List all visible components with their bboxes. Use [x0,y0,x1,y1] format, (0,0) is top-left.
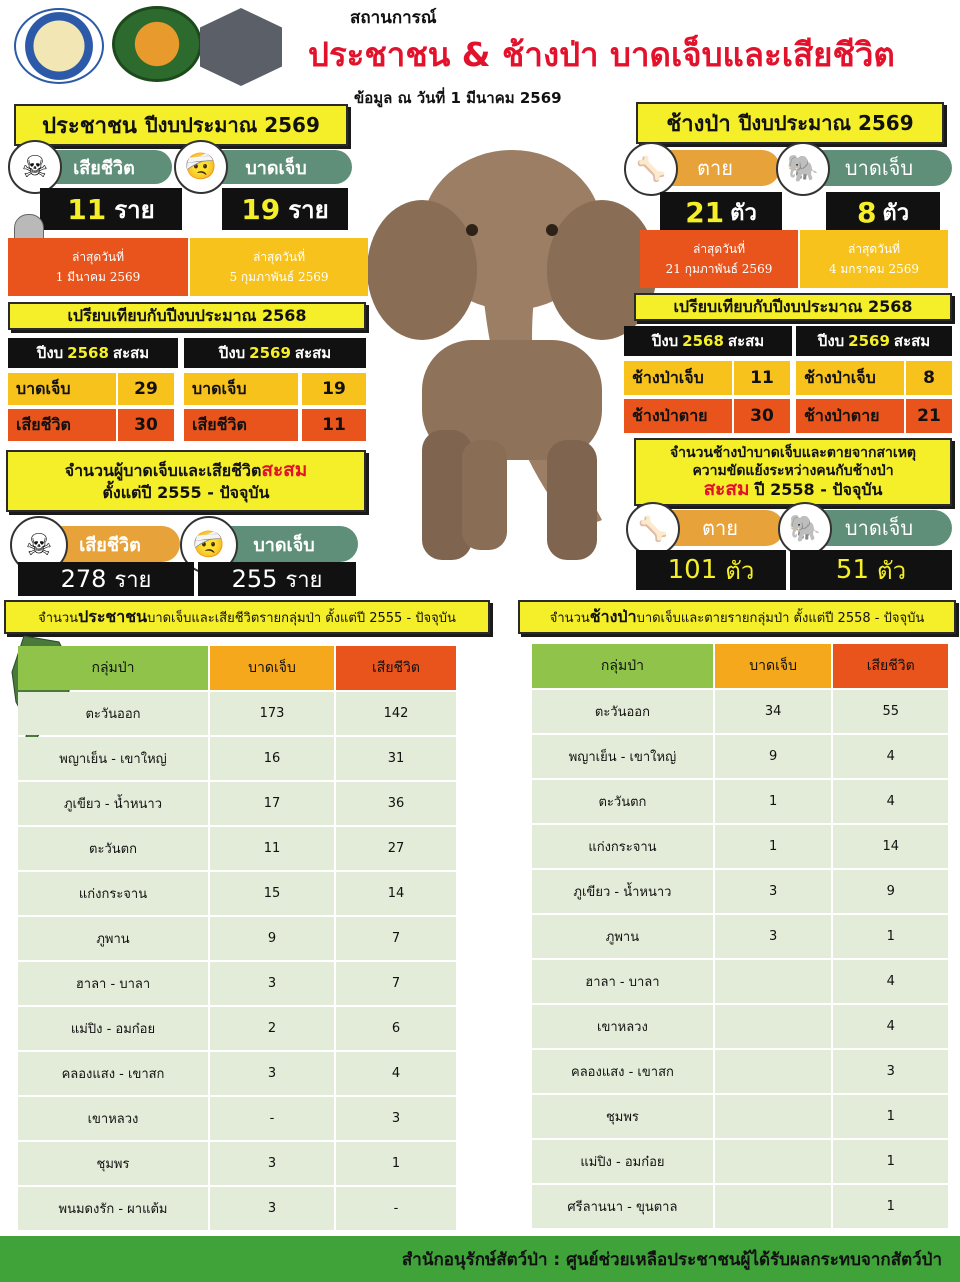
elephant-cmp-injury-label-2569: ช้างป่าเจ็บ [796,361,904,395]
people-cum-title-hl: สะสม [261,458,308,481]
table-cell: 15 [210,872,334,915]
table-cell: 3 [210,1052,334,1095]
people-table-header: เสียชีวิต [336,646,456,690]
people-death-latest-label: ล่าสุดวันที่ [71,250,125,264]
table-cell: 4 [833,735,948,778]
table-cell: ชุมพร [18,1142,208,1185]
table-cell: ตะวันออก [18,692,208,735]
table-row [18,1007,456,1050]
table-row [532,825,948,868]
table-cell: 1 [336,1142,456,1185]
table-row [532,780,948,823]
elephant-cmp-injury-value-2569: 8 [906,361,952,395]
table-cell: 16 [210,737,334,780]
table-cell: ตะวันออก [532,690,713,733]
table-row [18,917,456,960]
people-title-rest: ปีงบประมาณ 2569 [144,113,320,137]
people-death-unit: ราย [114,195,155,224]
table-cell [715,1005,832,1048]
table-row [18,1052,456,1095]
elephant-cum-injury-box [790,550,952,590]
elephant-injury-count-box [826,192,940,232]
people-cmp-death-value-2568: 30 [118,409,174,441]
table-cell: 173 [210,692,334,735]
people-cum-title-1: จำนวนผู้บาดเจ็บและเสียชีวิต [64,460,262,480]
table-cell: 36 [336,782,456,825]
elephant-cmp-injury-value-2568: 11 [734,361,790,395]
table-row [532,690,948,733]
table-cell: 4 [833,780,948,823]
people-cmp-death-value-2569: 11 [302,409,366,441]
people-cmp-injury-value-2569: 19 [302,373,366,405]
table-row [18,872,456,915]
elephant-cum-injury-value: 51 [835,555,870,585]
elephant-injury-unit: ตัว [882,200,910,226]
table-cell: แม่ปิง - อมก๋อย [18,1007,208,1050]
table-row [532,1005,948,1048]
elephant-table-title [518,600,956,634]
elephant-cum-title-1: จำนวนช้างป่าบาดเจ็บและตายจากสาเหตุ [669,445,917,461]
table-cell: ภูพาน [532,915,713,958]
page-title: ประชาชน & ช้างป่า บาดเจ็บและเสียชีวิต [308,35,895,74]
header-subtitle: สถานการณ์ [350,8,437,28]
table-cell: 9 [210,917,334,960]
elephant-cum-title-hl: สะสม [703,478,750,500]
table-cell: 1 [833,1095,948,1138]
department-logo [14,8,104,84]
table-row [532,1050,948,1093]
table-cell: 3 [336,1097,456,1140]
table-cell: - [210,1097,334,1140]
table-row [18,1187,456,1230]
people-cum-death-unit: ราย [114,567,152,593]
col-prefix: ปีงบ [817,332,845,350]
people-injury-label: บาดเจ็บ [245,157,307,179]
people-injury-count-box [222,188,348,230]
col-suffix: สะสม [893,332,931,350]
people-compare-title: เปรียบเทียบกับปีงบประมาณ 2568 [8,302,366,330]
table-row [18,737,456,780]
data-date: ข้อมูล ณ วันที่ 1 มีนาคม 2569 [354,89,562,107]
people-table-title [4,600,490,634]
col-year: 2568 [682,332,724,350]
people-injury-latest-label: ล่าสุดวันที่ [252,250,306,264]
table-cell: พนมดงรัก - ผาแต้ม [18,1187,208,1230]
table-cell: คลองแสง - เขาสก [532,1050,713,1093]
skull-crossbones-icon: ☠ [8,140,62,194]
col-suffix: สะสม [112,344,150,362]
table-cell: 3 [715,915,832,958]
people-death-count-box [40,188,182,230]
table-cell: 7 [336,917,456,960]
people-injury-count: 19 [241,192,281,226]
people-title-main: ประชาชน [42,113,137,139]
people-cum-title [6,450,366,512]
table-cell: เขาหลวง [18,1097,208,1140]
elephant-death-unit: ตัว [730,200,757,226]
elephant-table-header: เสียชีวิต [833,644,948,688]
table-cell: 31 [336,737,456,780]
table-cell: ฮาลา - บาลา [532,960,713,1003]
table-cell: ภูเขียว - น้ำหนาว [18,782,208,825]
table-cell: ตะวันตก [18,827,208,870]
people-compare-col1-head [8,338,178,368]
table-cell: 6 [336,1007,456,1050]
people-cmp-injury-label-2568: บาดเจ็บ [8,373,116,405]
table-row [18,782,456,825]
elephant-injury-latest-date: 4 มกราคม 2569 [828,262,920,276]
elephant-skeleton-icon: 🦴 [626,502,680,556]
elephant-death-count-box [660,192,782,232]
elephant-title-bar [636,102,944,144]
table-cell: ภูพาน [18,917,208,960]
people-table-title-hl: ประชาชน [78,606,148,626]
table-cell: 34 [715,690,832,733]
footer-text: สำนักอนุรักษ์สัตว์ป่า : ศูนย์ช่วยเหลือประชาชนผู้ได้รับผลกระทบจากสัตว์ป่า [401,1249,942,1270]
table-cell: แม่ปิง - อมก๋อย [532,1140,713,1183]
table-cell: 9 [715,735,832,778]
elephant-icon: 🐘 [776,142,830,196]
people-death-latest-date: 1 มีนาคม 2569 [55,270,141,284]
people-cum-injury-label: บาดเจ็บ [253,534,315,556]
elephant-death-latest-date: 21 กุมภาพันธ์ 2569 [665,262,773,276]
elephant-cum-injury-unit: ตัว [877,556,907,585]
table-cell: ชุมพร [532,1095,713,1138]
elephant-cum-death-value: 101 [667,555,718,585]
table-cell: 1 [833,1140,948,1183]
people-cmp-injury-value-2568: 29 [118,373,174,405]
table-cell [715,960,832,1003]
injured-person-icon: 🤕 [174,140,228,194]
col-year: 2569 [249,344,291,362]
elephant-compare-title: เปรียบเทียบกับปีงบประมาณ 2568 [634,293,952,321]
elephant-injury-latest-box [800,230,948,288]
elephant-cum-death-unit: ตัว [725,556,755,585]
col-suffix: สะสม [727,332,765,350]
table-cell: ฮาลา - บาลา [18,962,208,1005]
table-row [532,1140,948,1183]
people-death-count: 11 [67,192,107,226]
elephant-death-latest-label: ล่าสุดวันที่ [692,242,746,256]
people-table [16,644,458,1232]
people-cum-title-2: ตั้งแต่ปี 2555 - ปัจจุบัน [102,482,270,502]
elephant-injury-count: 8 [856,195,877,229]
people-death-latest-box [8,238,188,296]
table-cell: 11 [210,827,334,870]
people-cmp-death-label-2568: เสียชีวิต [8,409,116,441]
footer-bar [0,1236,960,1282]
people-cum-injury-unit: ราย [285,567,323,593]
elephant-cmp-injury-label-2568: ช้างป่าเจ็บ [624,361,732,395]
people-cum-death-value: 278 [60,565,107,593]
people-table-header: บาดเจ็บ [210,646,334,690]
table-row [532,960,948,1003]
elephant-compare-col1-head [624,326,792,356]
people-cum-death-box [18,562,194,596]
elephant-death-latest-box [640,230,798,288]
people-cum-death-label: เสียชีวิต [79,534,141,556]
table-cell: ตะวันตก [532,780,713,823]
table-row [18,1142,456,1185]
people-death-label: เสียชีวิต [73,157,135,179]
elephant-cmp-death-label-2568: ช้างป่าตาย [624,399,732,433]
elephant-table-title-2: บาดเจ็บและตายรายกลุ่มป่า ตั้งแต่ปี 2558 - ปัจจุบัน [636,610,925,626]
table-cell: 9 [833,870,948,913]
elephant-cum-injury-label: บาดเจ็บ [844,516,914,540]
elephant-injury-latest-label: ล่าสุดวันที่ [847,242,901,256]
elephant-title-main: ช้างป่า [666,111,731,137]
table-cell: ภูเขียว - น้ำหนาว [532,870,713,913]
elephant-compare-col2-head [796,326,952,356]
table-row [532,1095,948,1138]
table-cell: 14 [833,825,948,868]
table-cell: 14 [336,872,456,915]
col-prefix: ปีงบ [651,332,679,350]
table-cell: 55 [833,690,948,733]
elephant-table-header: กลุ่มป่า [532,644,713,688]
table-cell: 1 [715,825,832,868]
people-table-header: กลุ่มป่า [18,646,208,690]
elephant-death-label: ตาย [697,156,733,180]
table-cell: แก่งกระจาน [532,825,713,868]
table-cell: แก่งกระจาน [18,872,208,915]
elephant-cum-death-box [636,550,786,590]
people-compare-col2-head [184,338,366,368]
people-injury-latest-date: 5 กุมภาพันธ์ 2569 [229,270,329,284]
elephant-cmp-death-label-2569: ช้างป่าตาย [796,399,904,433]
table-cell: 4 [833,1005,948,1048]
injured-person-icon: 🤕 [180,516,238,574]
people-table-body [18,692,456,1230]
table-cell: 1 [715,780,832,823]
table-row [532,735,948,778]
elephant-table-header: บาดเจ็บ [715,644,832,688]
people-title-bar [14,104,348,146]
people-table-title-2: บาดเจ็บและเสียชีวิตรายกลุ่มป่า ตั้งแต่ปี 2555 - ปัจจุบัน [147,610,456,626]
table-cell: ศรีลานนา - ขุนตาล [532,1185,713,1228]
table-cell [715,1140,832,1183]
table-cell: 4 [336,1052,456,1095]
people-cum-injury-value: 255 [231,565,278,593]
table-row [532,1185,948,1228]
table-cell: 3 [715,870,832,913]
table-cell: 7 [336,962,456,1005]
table-cell: 2 [210,1007,334,1050]
elephant-cum-death-label: ตาย [702,516,738,540]
elephant-death-count: 21 [685,195,725,229]
table-cell: 1 [833,915,948,958]
table-cell: 1 [833,1185,948,1228]
table-cell [715,1095,832,1138]
elephant-photo [362,110,662,570]
elephant-table [530,642,950,1230]
elephant-cmp-death-value-2568: 30 [734,399,790,433]
table-cell: 4 [833,960,948,1003]
table-cell: พญาเย็น - เขาใหญ่ [18,737,208,780]
table-cell: เขาหลวง [532,1005,713,1048]
people-cum-injury-box [198,562,356,596]
elephant-cum-title-2: ความขัดแย้งระหว่างคนกับช้างป่า [692,463,894,479]
skull-crossbones-icon: ☠ [10,516,68,574]
elephant-icon: 🐘 [778,502,832,556]
elephant-table-title-1: จำนวน [549,610,590,626]
table-row [18,692,456,735]
community-elephant-logo [200,8,282,86]
wildlife-conservation-logo [112,6,202,82]
table-cell [715,1050,832,1093]
people-table-title-1: จำนวน [38,610,79,626]
table-cell: 17 [210,782,334,825]
table-row [18,827,456,870]
table-row [532,870,948,913]
people-cmp-death-label-2569: เสียชีวิต [184,409,298,441]
people-cmp-injury-label-2569: บาดเจ็บ [184,373,298,405]
table-cell: คลองแสง - เขาสก [18,1052,208,1095]
elephant-cmp-death-value-2569: 21 [906,399,952,433]
table-cell: 3 [210,962,334,1005]
col-year: 2569 [848,332,890,350]
elephant-cum-title-3: ปี 2558 - ปัจจุบัน [754,480,883,499]
people-injury-latest-box [190,238,368,296]
table-row [18,1097,456,1140]
table-cell: 142 [336,692,456,735]
table-cell: 3 [833,1050,948,1093]
people-injury-unit: ราย [288,195,329,224]
table-row [18,962,456,1005]
col-year: 2568 [67,344,109,362]
table-cell: - [336,1187,456,1230]
table-cell: 3 [210,1187,334,1230]
elephant-table-body [532,690,948,1228]
col-prefix: ปีงบ [36,344,64,362]
table-cell [715,1185,832,1228]
elephant-injury-label: บาดเจ็บ [844,156,914,180]
elephant-cum-title [634,438,952,506]
table-cell: 27 [336,827,456,870]
table-cell: 3 [210,1142,334,1185]
elephant-title-rest: ปีงบประมาณ 2569 [738,111,914,135]
elephant-table-title-hl: ช้างป่า [589,606,637,626]
table-cell: พญาเย็น - เขาใหญ่ [532,735,713,778]
col-prefix: ปีงบ [218,344,246,362]
elephant-skeleton-icon: 🦴 [624,142,678,196]
col-suffix: สะสม [294,344,332,362]
table-row [532,915,948,958]
